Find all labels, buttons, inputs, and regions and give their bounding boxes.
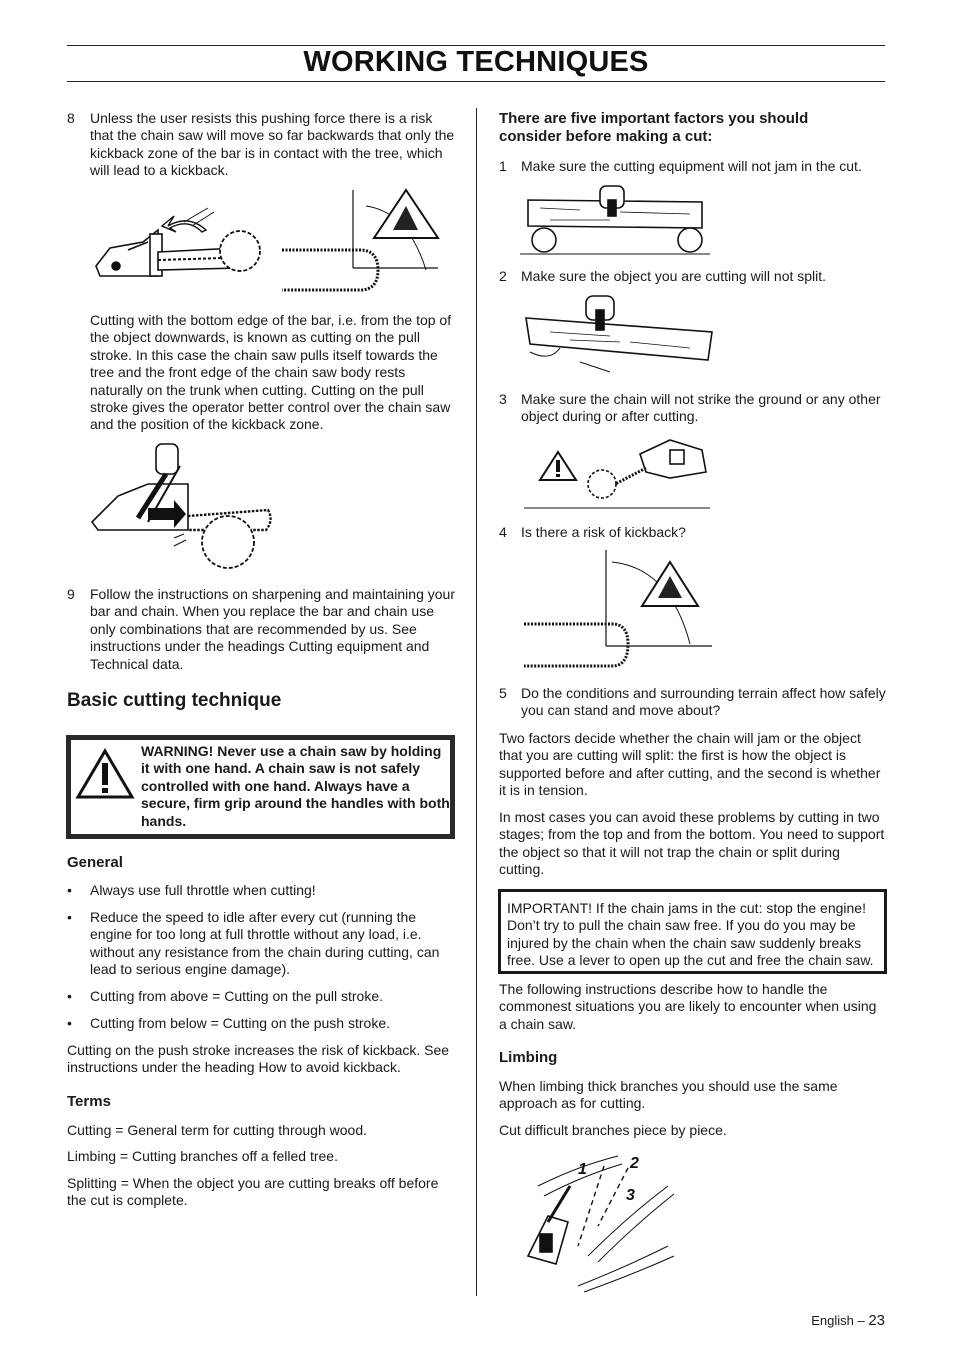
- important-box: [498, 889, 887, 974]
- factors-heading: There are five important factors you should consider before making a cut:: [499, 110, 809, 145]
- factor-number: 4: [499, 524, 507, 540]
- cut-lines: [578, 1166, 628, 1246]
- kickback-warning-icon: [642, 562, 698, 606]
- limbing-paragraph-1: [499, 1078, 887, 1113]
- kickback-risk-figure: [520, 548, 716, 674]
- limbing-label-3: 3: [626, 1187, 635, 1204]
- limbing-paragraph-2: [499, 1122, 887, 1139]
- bullet-text: Cutting from below = Cutting on the push stroke.: [90, 1015, 390, 1032]
- jam-log-figure: [520, 182, 710, 256]
- list-item: • Cutting from above = Cutting on the pull stroke.: [67, 988, 455, 1005]
- terms-heading: Terms: [67, 1093, 111, 1110]
- item-9: [67, 586, 455, 673]
- warning-triangle-icon: [75, 748, 135, 800]
- pull-stroke-figure: [88, 438, 278, 570]
- log-icon: [588, 470, 616, 498]
- factor-number: 5: [499, 685, 507, 701]
- limbing-figure: [518, 1146, 688, 1296]
- push-stroke-paragraph: [67, 1042, 455, 1077]
- factor-3: [499, 391, 887, 426]
- log-icon: [220, 231, 260, 271]
- limbing-text: Cut difficult branches piece by piece.: [499, 1122, 727, 1138]
- warning-box: [66, 735, 455, 839]
- limbing-label-1: 1: [578, 1161, 587, 1178]
- bullet-text: Always use full throttle when cutting!: [90, 882, 316, 898]
- factor-number: 3: [499, 391, 507, 407]
- general-bullet-list: [67, 882, 455, 1033]
- terms-list: [67, 1122, 455, 1210]
- chainsaw-icon: [96, 230, 238, 276]
- footer-language: English: [811, 1313, 854, 1328]
- kickback-warning-icon: [374, 190, 438, 238]
- important-text: IMPORTANT! If the chain jams in the cut: stop the engine! Don’t try to pull the chain saw free. If you do you may be injured by the chain when the chain saw suddenly breaks free. Use a lever to open up the cut and free the chain saw.: [507, 900, 874, 969]
- support-log-icon: [532, 228, 556, 252]
- item-number: 9: [67, 586, 75, 602]
- support-log-icon: [678, 228, 702, 252]
- header-bottom-rule: [67, 81, 885, 82]
- factor-number: 1: [499, 158, 507, 174]
- two-factors-text: Two factors decide whether the chain will jam or the object that you are cutting will split: the first is how the object is supported before and after cutting, and the second is whether it is in tension.: [499, 730, 881, 799]
- push-stroke-text: Cutting on the push stroke increases the risk of kickback. See instructions under the heading How to avoid kickback.: [67, 1042, 450, 1076]
- ground-strike-figure: [520, 434, 716, 514]
- two-stages-paragraph: [499, 809, 887, 879]
- factor-text: Do the conditions and surrounding terrain affect how safely you can stand and move about?: [521, 685, 886, 719]
- item-text: Unless the user resists this pushing force there is a risk that the chain saw will move so far backwards that only the kickback zone of the bar is in contact with the tree, which will lead to a kickback.: [90, 110, 455, 179]
- limbing-label-2: 2: [630, 1155, 639, 1172]
- factor-text: Make sure the object you are cutting will not split.: [521, 268, 827, 284]
- chainsaw-icon: [528, 1186, 570, 1264]
- term-definition: Limbing = Cutting branches off a felled tree.: [67, 1148, 338, 1165]
- basic-cutting-heading: Basic cutting technique: [67, 690, 282, 711]
- factor-text: Make sure the cutting equipment will not jam in the cut.: [521, 158, 862, 174]
- page-footer: [811, 1312, 885, 1329]
- kickback-figure: [88, 186, 440, 298]
- list-item: • Reduce the speed to idle after every cut (running the engine for too long at full throttle without any load, i.e. without any resistance from the chain during cutting, can lead to serious engine damage).: [67, 909, 455, 979]
- factor-1: [499, 158, 887, 175]
- factor-2: [499, 268, 887, 285]
- chainsaw-icon: [640, 440, 706, 478]
- limbing-heading: Limbing: [499, 1049, 558, 1066]
- following-text: The following instructions describe how to handle the commonest situations you are likely to encounter when using a chain saw.: [499, 981, 877, 1032]
- factor-5: [499, 685, 887, 720]
- following-paragraph: [499, 981, 887, 1033]
- list-item: • Cutting from below = Cutting on the push stroke.: [67, 1015, 455, 1032]
- bullet-text: Reduce the speed to idle after every cut (running the engine for too long at full throttle without any load, i.e. without any resistance from the chain during cutting, can lead to serious engine damage).: [90, 909, 440, 978]
- two-factors-paragraph: [499, 730, 887, 800]
- term-definition: Cutting = General term for cutting through wood.: [67, 1122, 367, 1138]
- bar-kickback-zone-diagram: [524, 550, 712, 666]
- kickback-arrow-icon: [162, 216, 206, 232]
- item-text: Follow the instructions on sharpening and maintaining your bar and chain. When you replace the bar and chain use only combinations that are recommended by us. See instructions under the headings Cutting equipment and Technical data.: [90, 586, 455, 672]
- factor-text: Make sure the chain will not strike the ground or any other object during or after cutting.: [521, 391, 881, 425]
- item-number: 8: [67, 110, 75, 126]
- pull-stroke-paragraph: [90, 312, 455, 434]
- pull-stroke-text: Cutting with the bottom edge of the bar, i.e. from the top of the object downwards, is known as cutting on the pull stroke. In this case the chain saw pulls itself towards the tree and the front edge of the chain saw body rests naturally on the trunk when cutting. Cutting on the pull stroke gives the operator better control over the chain saw and the position of the kickback zone.: [90, 312, 452, 433]
- factor-number: 2: [499, 268, 507, 284]
- page-title: WORKING TECHNIQUES: [303, 46, 649, 78]
- warning-text: WARNING! Never use a chain saw by holding it with one hand. A chain saw is not safely controlled with one hand. Always have a secure, firm grip around the handles with both hands.: [141, 743, 450, 829]
- two-stages-text: In most cases you can avoid these problems by cutting in two stages; from the top and from the bottom. You need to support the object so that it will not trap the chain or split during cutting.: [499, 809, 885, 878]
- term-definition: Splitting = When the object you are cutting breaks off before the cut is complete.: [67, 1174, 439, 1209]
- footer-dash: –: [857, 1313, 865, 1328]
- list-item: • Always use full throttle when cutting!: [67, 882, 455, 899]
- factor-text: Is there a risk of kickback?: [521, 524, 686, 540]
- column-divider: [476, 108, 477, 1296]
- limbing-text: When limbing thick branches you should use the same approach as for cutting.: [499, 1078, 838, 1112]
- split-log-figure: [520, 292, 716, 378]
- factor-4: [499, 524, 887, 541]
- bullet-text: Cutting from above = Cutting on the pull stroke.: [90, 988, 383, 1005]
- warning-triangle-icon: [540, 452, 576, 480]
- item-8: [67, 110, 455, 180]
- page-number: 23: [868, 1312, 885, 1329]
- general-heading: General: [67, 854, 123, 871]
- log-icon: [202, 516, 254, 568]
